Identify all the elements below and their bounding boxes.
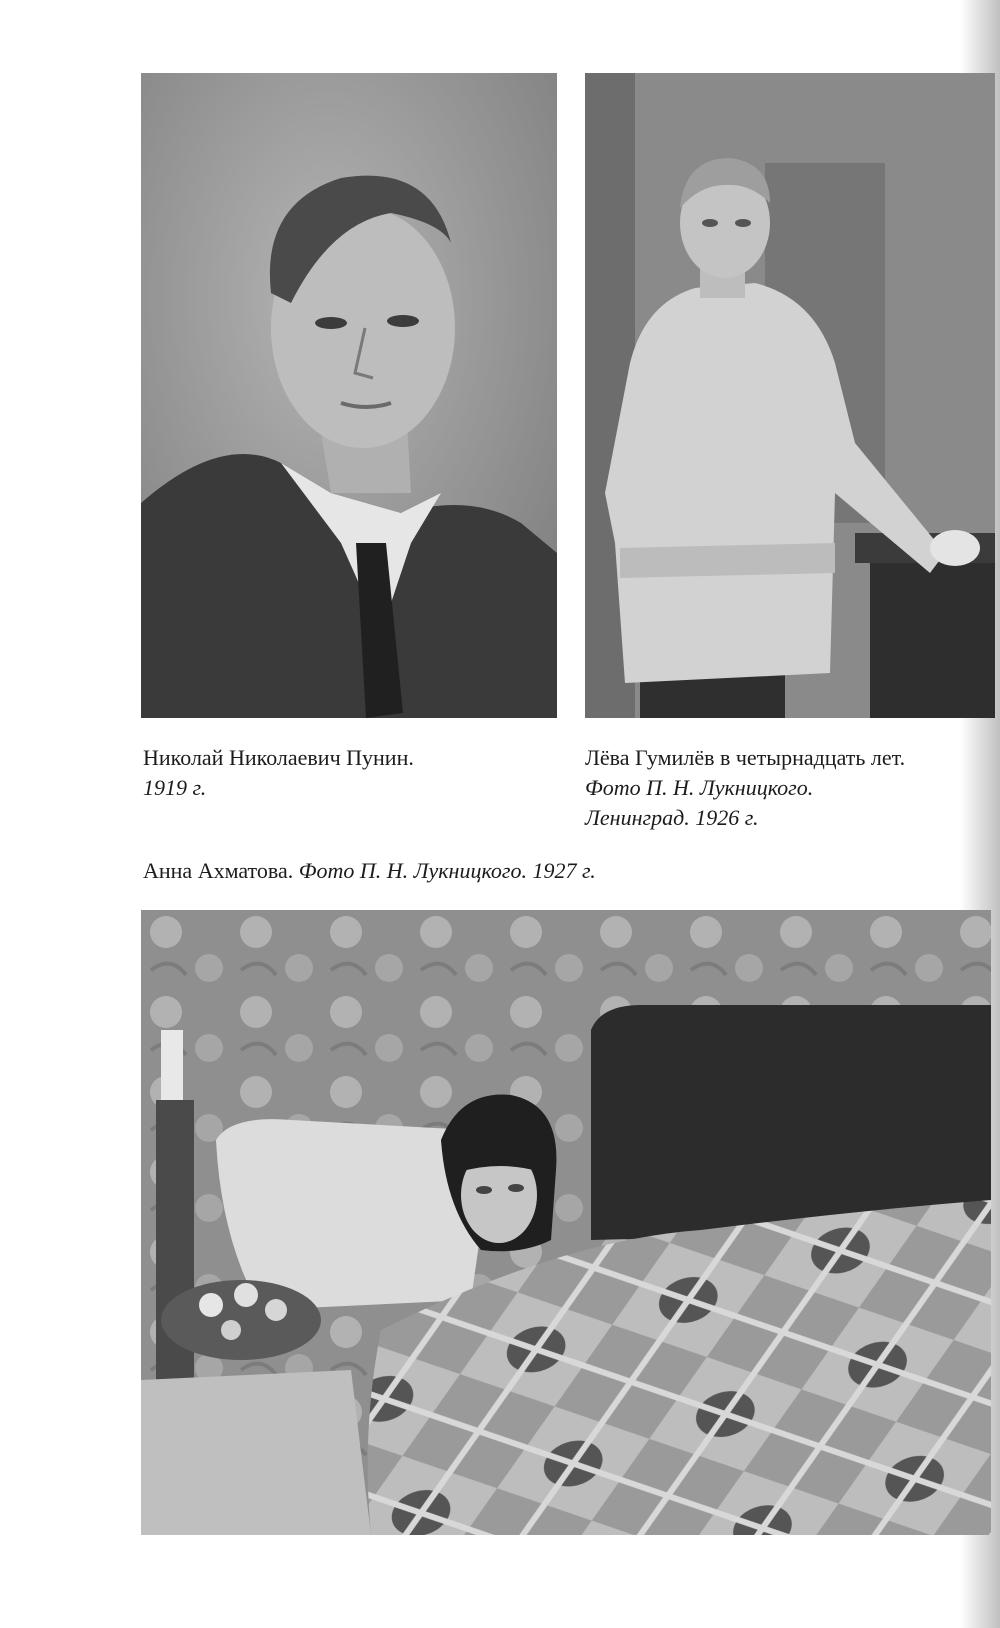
caption-lev-place-year: Ленинград. 1926 г. (585, 805, 759, 830)
caption-punin (143, 743, 414, 803)
caption-akhmatova-photo-credit: Фото П. Н. Лукницкого. 1927 г. (298, 858, 596, 883)
caption-lev-photo-credit: Фото П. Н. Лукницкого. (585, 775, 814, 800)
photo-akhmatova (141, 910, 991, 1535)
akhmatova-image (141, 910, 991, 1535)
photo-lev-gumilev (585, 73, 995, 718)
punin-portrait-image (141, 73, 557, 718)
caption-lev (585, 743, 905, 833)
caption-punin-year: 1919 г. (143, 775, 207, 800)
lev-gumilev-image (585, 73, 995, 718)
caption-akhmatova (143, 856, 596, 886)
caption-punin-name: Николай Николаевич Пунин. (143, 745, 414, 770)
caption-lev-name: Лёва Гумилёв в четырнадцать лет. (585, 745, 906, 770)
photo-punin (141, 73, 557, 718)
caption-akhmatova-name: Анна Ахматова. (143, 858, 294, 883)
